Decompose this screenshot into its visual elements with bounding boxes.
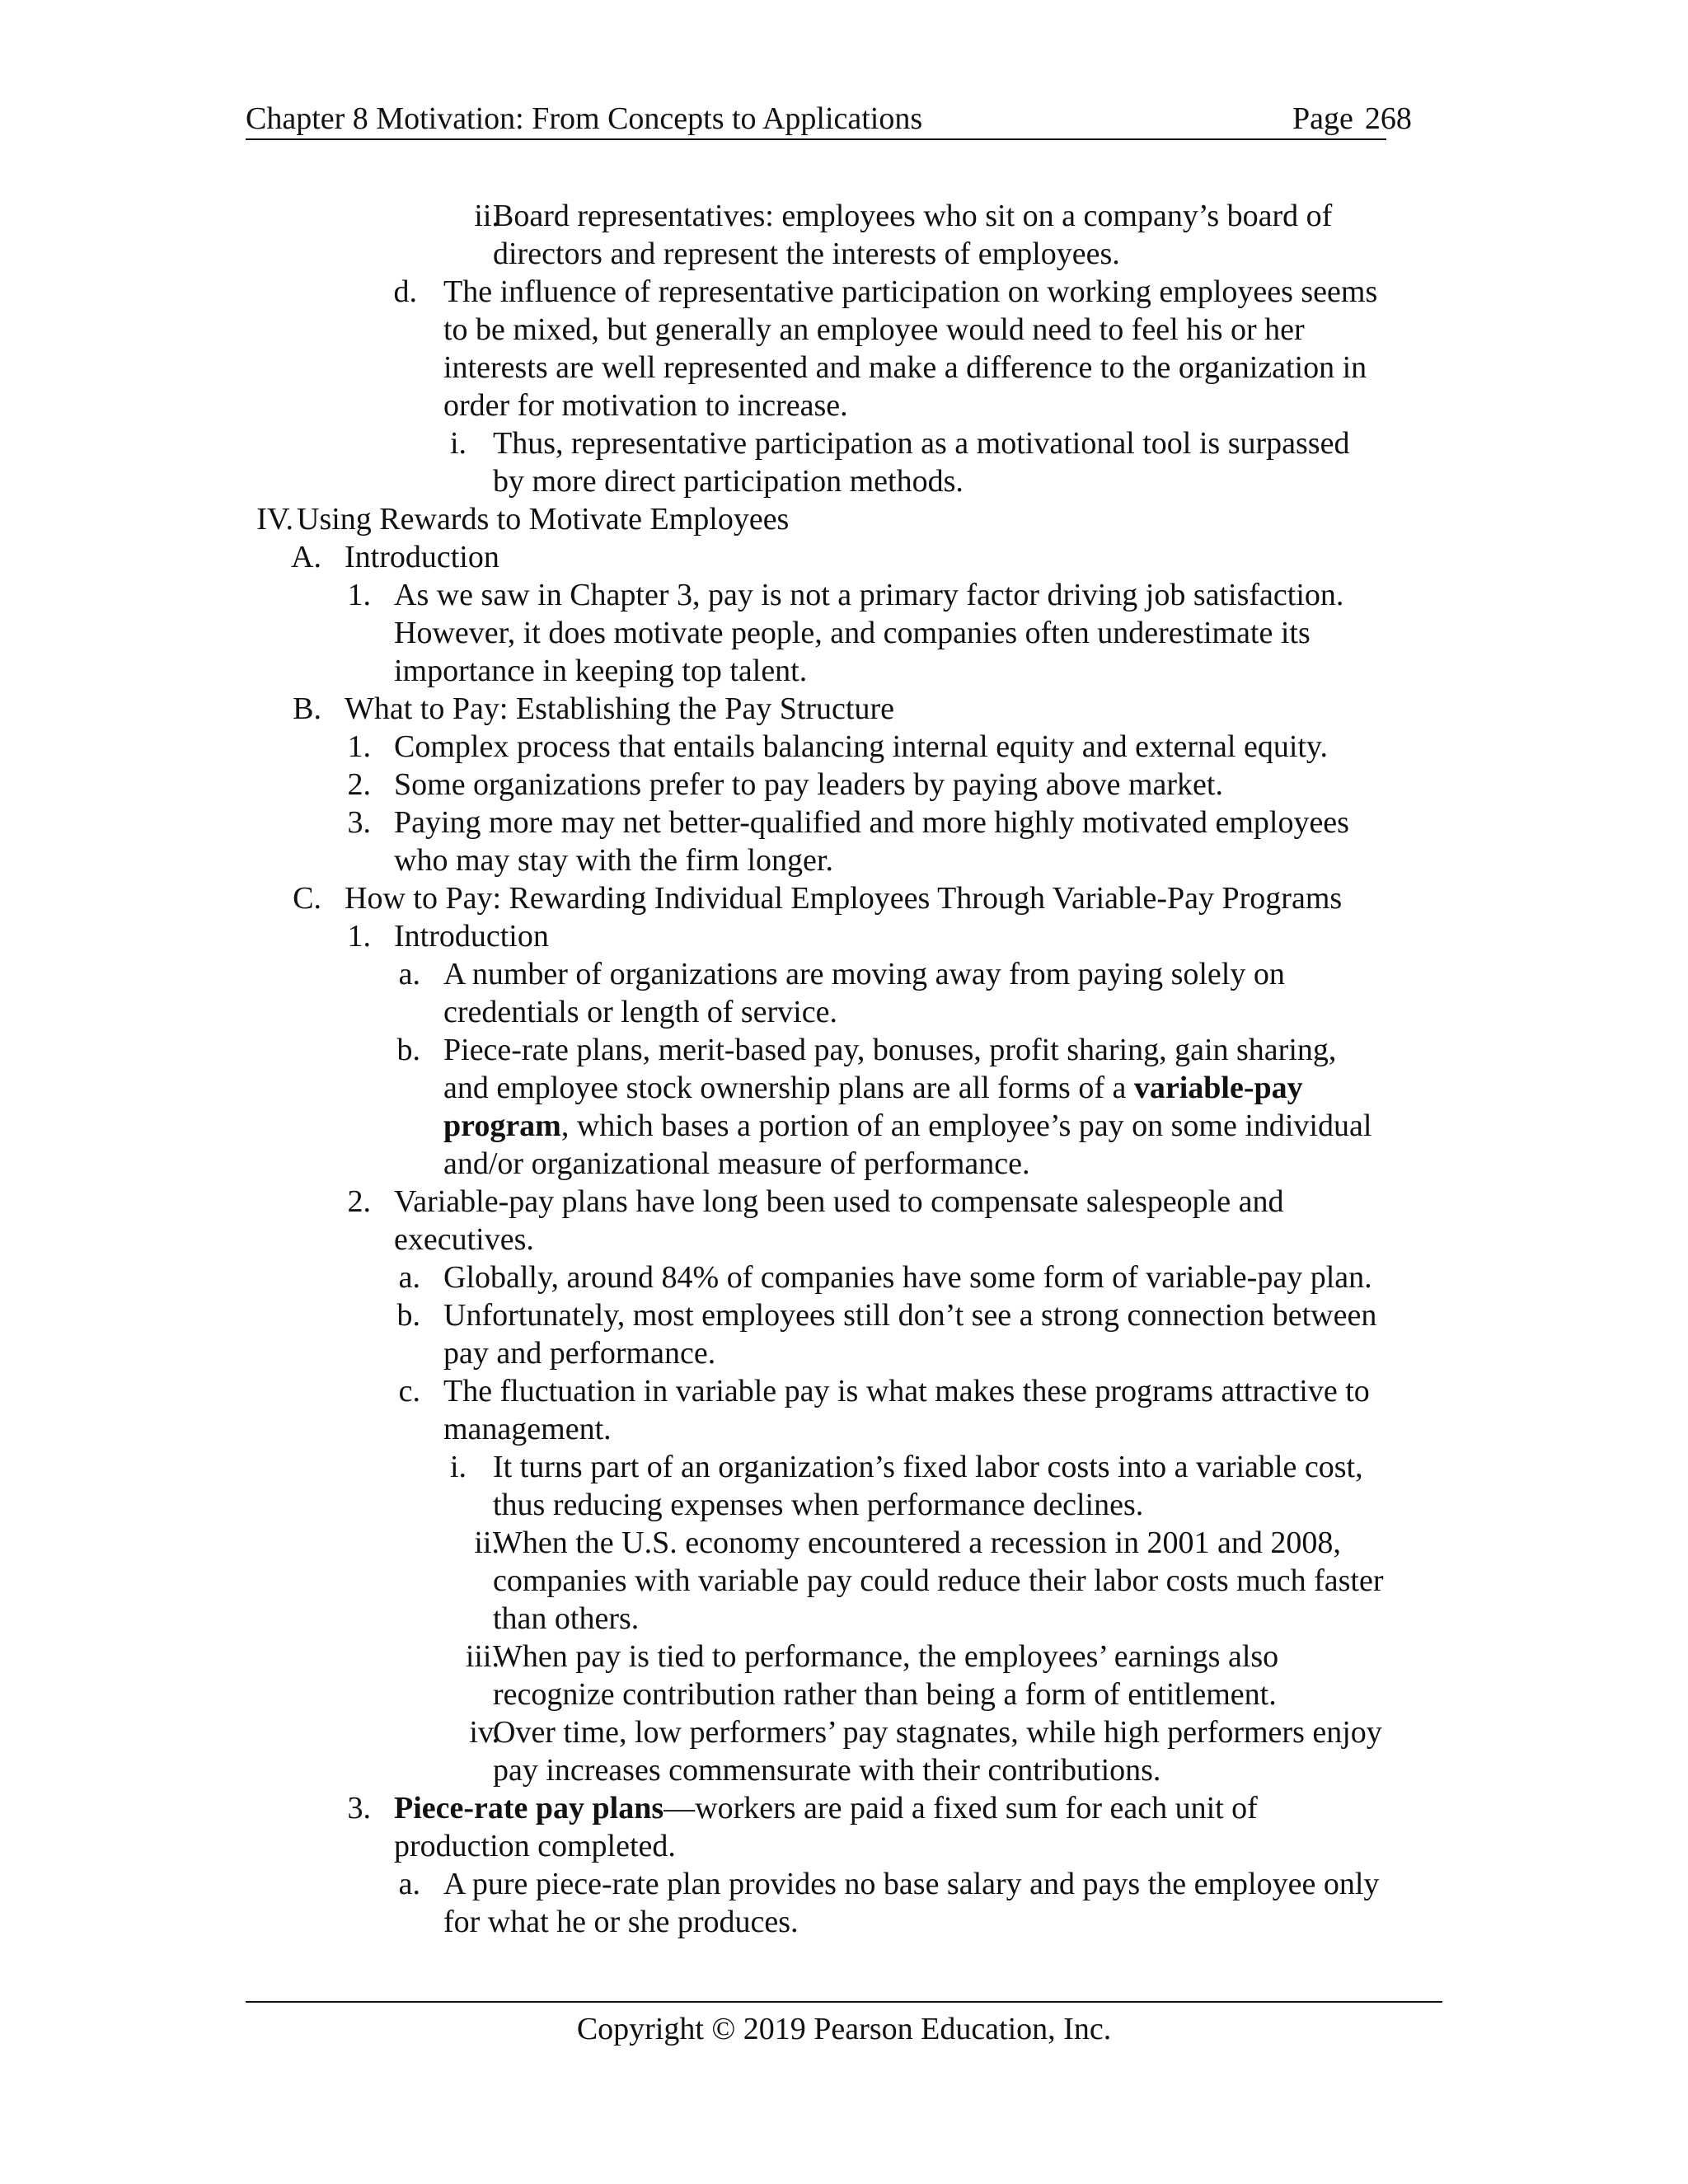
outline-line: and/or organizational measure of performance.: [443, 1146, 1030, 1181]
list-marker: iii.: [465, 1639, 499, 1674]
list-marker: 1.: [347, 578, 371, 612]
outline-line: Unfortunately, most employees still don’t see a strong connection between: [443, 1298, 1377, 1333]
outline-line: management.: [443, 1412, 612, 1446]
outline-line: by more direct participation methods.: [493, 464, 964, 499]
list-marker: b.: [396, 1033, 420, 1067]
outline-line: pay increases commensurate with their contributions.: [493, 1753, 1161, 1788]
outline-line: When the U.S. economy encountered a recession in 2001 and 2008,: [493, 1526, 1341, 1560]
list-marker: 3.: [347, 1791, 371, 1825]
list-marker: ii.: [474, 1526, 499, 1560]
outline-line: Some organizations prefer to pay leaders by paying above market.: [394, 767, 1223, 802]
outline-line: credentials or length of service.: [443, 995, 837, 1029]
outline-line: interests are well represented and make a difference to the organization in: [443, 350, 1367, 385]
list-marker: ii.: [474, 199, 499, 233]
chapter-title: Chapter 8 Motivation: From Concepts to Applications: [246, 101, 923, 136]
outline-line: It turns part of an organization’s fixed labor costs into a variable cost,: [493, 1450, 1363, 1484]
outline-line: executives.: [394, 1222, 534, 1257]
list-marker: 1.: [347, 919, 371, 954]
term-variable-pay: variable-pay: [1133, 1071, 1303, 1105]
outline-line: [394, 1789, 1258, 1827]
line-text: , which bases a portion of an employee’s pay on some individual: [560, 1108, 1372, 1143]
list-marker: a.: [398, 957, 420, 991]
outline-line: production completed.: [394, 1829, 676, 1863]
outline-line: A pure piece-rate plan provides no base salary and pays the employee only: [443, 1867, 1380, 1901]
page-number: 268: [1364, 101, 1412, 136]
list-marker: 3.: [347, 805, 371, 840]
line-text: —workers are paid a fixed sum for each unit of: [663, 1791, 1258, 1825]
outline-line: recognize contribution rather than being a form of entitlement.: [493, 1677, 1277, 1712]
outline-line: Over time, low performers’ pay stagnates, while high performers enjoy: [493, 1715, 1382, 1750]
list-marker: A.: [291, 540, 321, 574]
outline-line: importance in keeping top talent.: [394, 654, 808, 688]
outline-line: Introduction: [345, 540, 499, 574]
outline-line: Paying more may net better-qualified and more highly motivated employees: [394, 805, 1349, 840]
line-text: and employee stock ownership plans are all forms of a: [443, 1071, 1134, 1105]
outline-line: companies with variable pay could reduce their labor costs much faster: [493, 1563, 1384, 1598]
list-marker: 2.: [347, 767, 371, 802]
section-heading: Using Rewards to Motivate Employees: [297, 502, 790, 537]
outline-line: who may stay with the firm longer.: [394, 843, 833, 878]
term-piece-rate-pay-plans: Piece-rate pay plans: [394, 1791, 664, 1825]
outline-line: Variable-pay plans have long been used to compensate salespeople and: [394, 1184, 1284, 1219]
outline-line: [443, 1069, 1303, 1107]
outline-line: Complex process that entails balancing internal equity and external equity.: [394, 729, 1328, 764]
outline-line: [443, 1107, 1372, 1145]
outline-line: Globally, around 84% of companies have some form of variable-pay plan.: [443, 1260, 1372, 1295]
outline-line: thus reducing expenses when performance declines.: [493, 1488, 1144, 1522]
outline-line: order for motivation to increase.: [443, 388, 848, 423]
list-marker: B.: [293, 691, 321, 726]
outline-line: When pay is tied to performance, the employees’ earnings also: [493, 1639, 1279, 1674]
outline-line: Thus, representative participation as a motivational tool is surpassed: [493, 426, 1350, 461]
outline-line: How to Pay: Rewarding Individual Employees Through Variable-Pay Programs: [345, 881, 1343, 916]
outline-line: However, it does motivate people, and companies often underestimate its: [394, 616, 1311, 650]
outline-line: for what he or she produces.: [443, 1905, 799, 1939]
term-program: program: [443, 1108, 561, 1143]
list-marker: C.: [293, 881, 321, 916]
outline-line: A number of organizations are moving away from paying solely on: [443, 957, 1285, 991]
page-label: Page: [1292, 101, 1353, 136]
outline-line: As we saw in Chapter 3, pay is not a primary factor driving job satisfaction.: [394, 578, 1344, 612]
outline-line: Board representatives: employees who sit on a company’s board of: [493, 199, 1333, 233]
outline-line: Piece-rate plans, merit-based pay, bonuses, profit sharing, gain sharing,: [443, 1033, 1337, 1067]
list-marker: d.: [393, 274, 417, 309]
list-marker: c.: [398, 1374, 420, 1408]
list-marker: 1.: [347, 729, 371, 764]
list-marker: b.: [396, 1298, 420, 1333]
outline-line: directors and represent the interests of employees.: [493, 237, 1120, 271]
outline-line: than others.: [493, 1601, 640, 1636]
list-marker: iv.: [469, 1715, 499, 1750]
outline-line: to be mixed, but generally an employee would need to feel his or her: [443, 312, 1305, 347]
outline-line: pay and performance.: [443, 1336, 716, 1371]
list-marker: i.: [449, 1450, 467, 1484]
list-marker: a.: [398, 1260, 420, 1295]
copyright-footer: Copyright © 2019 Pearson Education, Inc.: [576, 2012, 1112, 2046]
outline-line: The influence of representative participation on working employees seems: [443, 274, 1378, 309]
list-marker: i.: [449, 426, 467, 461]
footer-rule: [246, 2001, 1442, 2003]
list-marker: IV.: [256, 502, 293, 537]
list-marker: a.: [398, 1867, 420, 1901]
outline-line: What to Pay: Establishing the Pay Structure: [345, 691, 895, 726]
list-marker: 2.: [347, 1184, 371, 1219]
outline-line: Introduction: [394, 919, 549, 954]
outline-line: The fluctuation in variable pay is what makes these programs attractive to: [443, 1374, 1370, 1408]
